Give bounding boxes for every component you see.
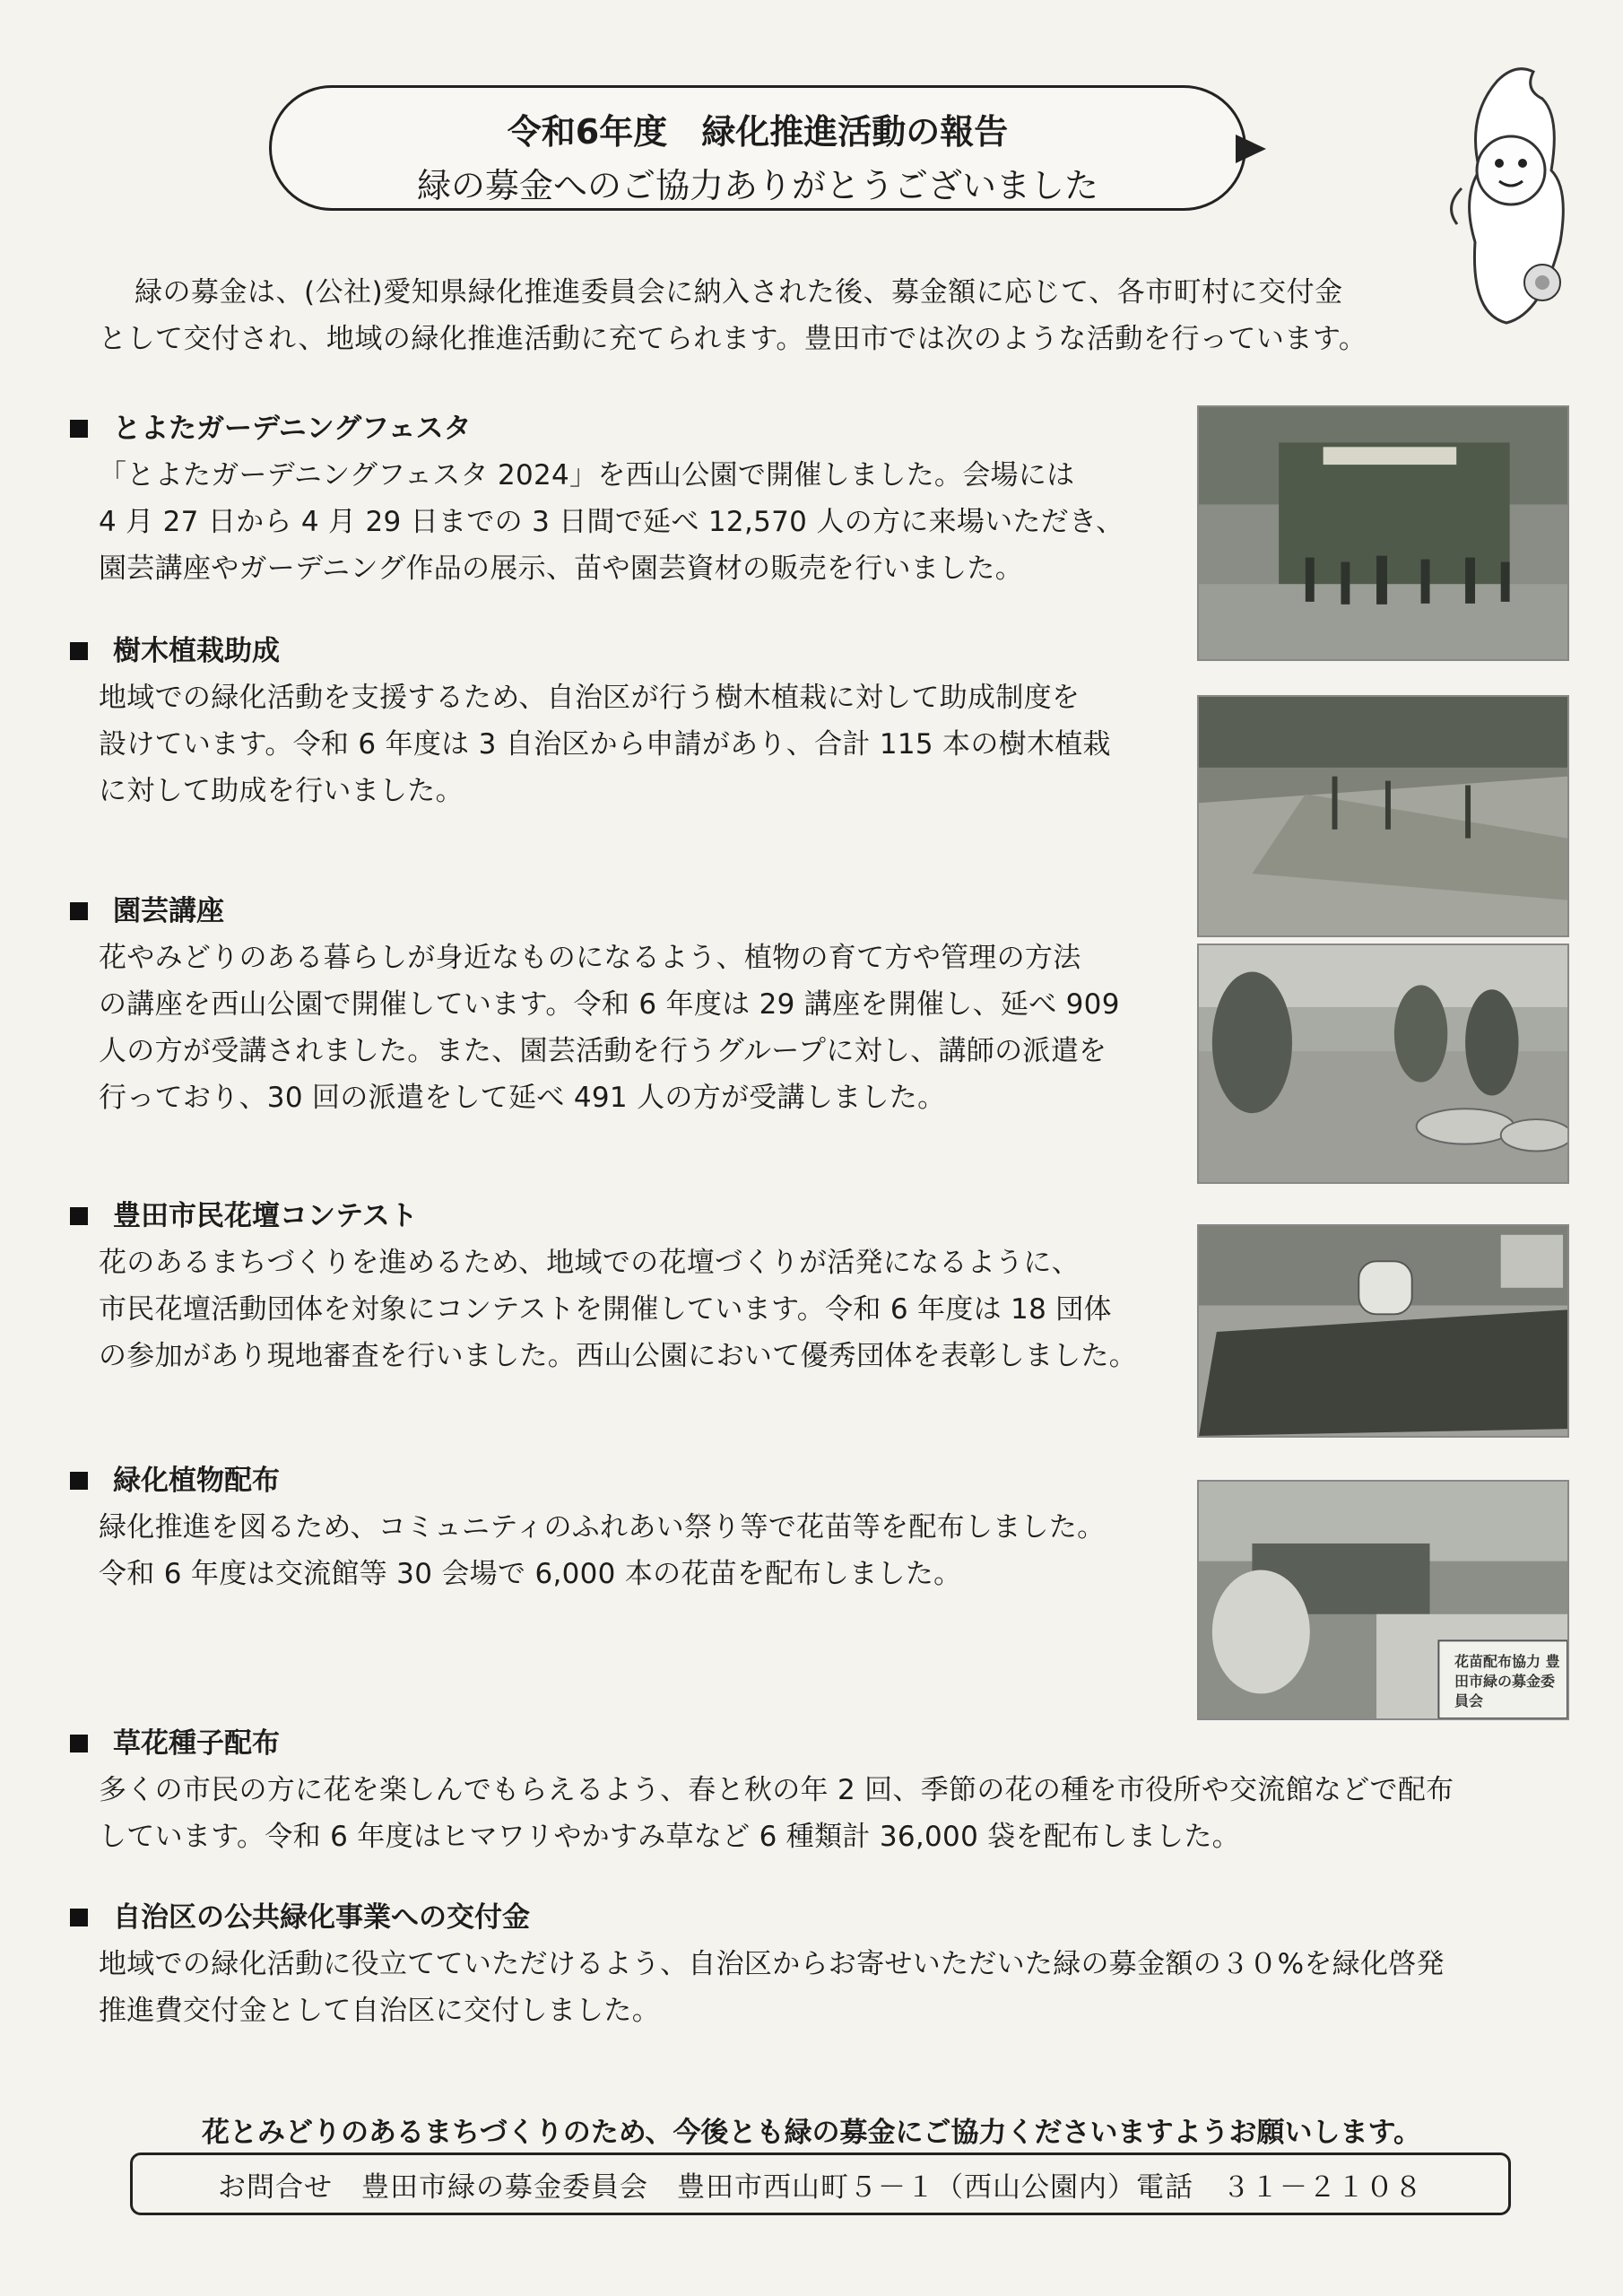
speech-bubble-tail	[1236, 135, 1266, 163]
section-heading: 緑化植物配布	[70, 1457, 1182, 1504]
square-bullet-icon	[70, 1735, 88, 1752]
section-heading: 草花種子配布	[70, 1720, 1576, 1767]
header-speech-bubble	[269, 85, 1246, 211]
intro-line-1: 緑の募金は、(公社)愛知県緑化推進委員会に納入された後、募金額に応じて、各市町村に交付金	[135, 276, 1343, 309]
closing-message: 花とみどりのあるまちづくりのため、今後とも緑の募金にご協力くださいますようお願いします。	[202, 2117, 1421, 2149]
section-flowerbed-contest	[70, 1193, 1182, 1379]
square-bullet-icon	[70, 1472, 88, 1490]
section-body: 地域での緑化活動を支援するため、自治区が行う樹木植栽に対して助成制度を 設けています。令和 6 年度は 3 自治区から申請があり、合計 115 本の樹木植栽 に対して助成を行いました。	[99, 682, 1111, 807]
section-gardening-festa	[70, 405, 1182, 592]
square-bullet-icon	[70, 1207, 88, 1225]
photo-gardening-festa	[1197, 405, 1569, 661]
section-heading: 園芸講座	[70, 888, 1182, 935]
photo-flowerbed	[1197, 1224, 1569, 1438]
section-body: 花のあるまちづくりを進めるため、地域での花壇づくりが活発になるように、 市民花壇活動団体を対象にコンテストを開催しています。令和 6 年度は 18 団体 の参加があり現地審査を行いました。西山公園において優秀団体を表彰しました。	[99, 1247, 1138, 1372]
photo-gardening-course	[1197, 944, 1569, 1184]
section-plant-distribution	[70, 1457, 1182, 1597]
page-subtitle: 緑の募金へのご協力ありがとうございました	[416, 166, 1098, 205]
square-bullet-icon	[70, 420, 88, 438]
section-body: 地域での緑化活動に役立てていただけるよう、自治区からお寄せいただいた緑の募金額の３０%を緑化啓発 推進費交付金として自治区に交付しました。	[99, 1948, 1445, 2027]
section-body: 「とよたガーデニングフェスタ 2024」を西山公園で開催しました。会場には 4 月 27 日から 4 月 29 日までの 3 日間で延べ 12,570 人の方に来場いただき、 園芸講座やガーデニング作品の展示、苗や園芸資材の販売を行いました。	[99, 459, 1124, 585]
contact-box	[130, 2152, 1511, 2215]
section-body: 緑化推進を図るため、コミュニティのふれあい祭り等で花苗等を配布しました。 令和 6 年度は交流館等 30 会場で 6,000 本の花苗を配布しました。	[99, 1511, 1106, 1590]
photo-plant-distribution	[1197, 1480, 1569, 1720]
photo-tree-planting	[1197, 695, 1569, 937]
section-heading: 樹木植栽助成	[70, 628, 1182, 674]
section-body: 花やみどりのある暮らしが身近なものになるよう、植物の育て方や管理の方法 の講座を西山公園で開催しています。令和 6 年度は 29 講座を開催し、延べ 909 人の方が受講されました。また、園芸活動を行うグループに対し、講師の派遣を 行っており、30 回の派遣をして延べ 491 人の方が受講しました。	[99, 942, 1120, 1114]
photo-sign-text: 花苗配布協力 豊田市緑の募金委員会	[1454, 1653, 1560, 1709]
intro-line-2: として交付され、地域の緑化推進活動に充てられます。豊田市では次のような活動を行っています。	[99, 323, 1367, 355]
square-bullet-icon	[70, 1909, 88, 1926]
green-fund-mascot-icon	[1435, 63, 1578, 332]
intro-paragraph	[99, 269, 1444, 362]
square-bullet-icon	[70, 642, 88, 660]
section-body: 多くの市民の方に花を楽しんでもらえるよう、春と秋の年 2 回、季節の花の種を市役所や交流館などで配布 しています。令和 6 年度はヒマワリやかすみ草など 6 種類計 36,000 袋を配布しました。	[99, 1774, 1454, 1853]
section-tree-planting-grant	[70, 628, 1182, 814]
section-gardening-course	[70, 888, 1182, 1121]
page-title: 令和6年度 緑化推進活動の報告	[507, 112, 1009, 152]
square-bullet-icon	[70, 902, 88, 920]
section-heading: とよたガーデニングフェスタ	[70, 405, 1182, 452]
section-seed-distribution	[70, 1720, 1576, 1860]
section-public-greening-grant	[70, 1894, 1576, 2034]
section-heading: 自治区の公共緑化事業への交付金	[70, 1894, 1576, 1941]
section-heading: 豊田市民花壇コンテスト	[70, 1193, 1182, 1239]
contact-info: お問合せ 豊田市緑の募金委員会 豊田市西山町５－１（西山公園内）電話 ３１－２１０８	[218, 2170, 1423, 2204]
